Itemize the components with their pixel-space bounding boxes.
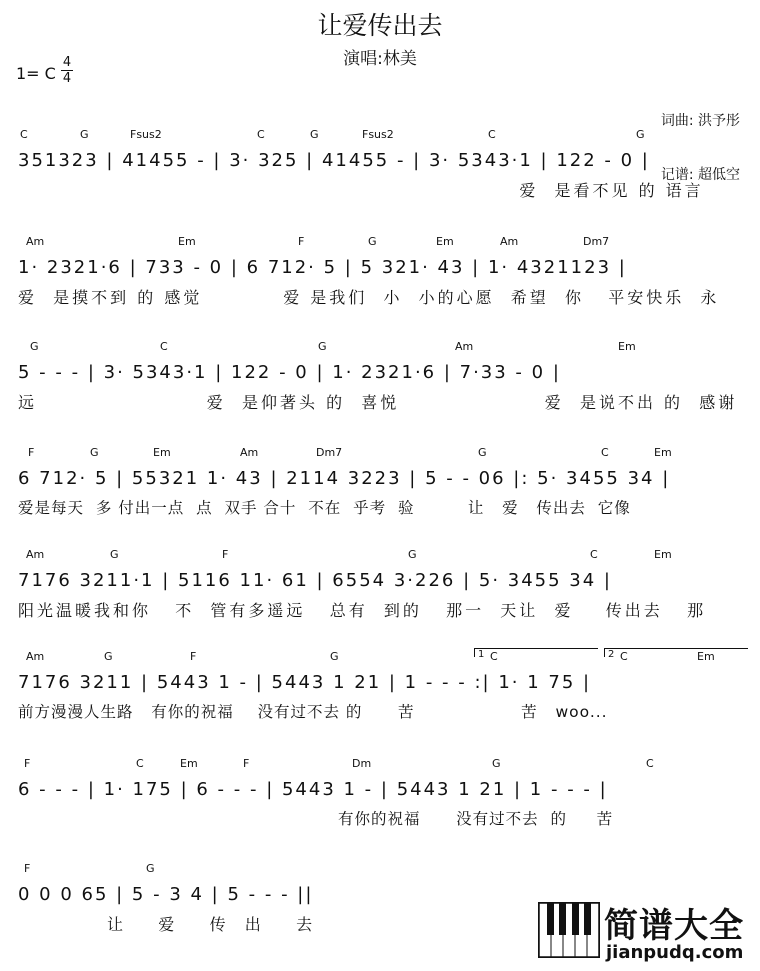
- chord-symbol: Am: [26, 650, 45, 663]
- time-sig-top: 4: [62, 55, 72, 70]
- lyric-line: 爱 是摸不到 的 感觉 爱 是我们 小 小的心愿 希望 你 平安快乐 永: [18, 288, 720, 307]
- chord-symbol: G: [90, 446, 99, 459]
- chord-symbol: Fsus2: [362, 128, 394, 141]
- time-sig-bottom: 4: [62, 71, 72, 86]
- chord-line: [0, 862, 760, 878]
- chord-symbol: G: [408, 548, 417, 561]
- chord-symbol: G: [478, 446, 487, 459]
- volta-1: 1: [474, 648, 598, 657]
- score-row: [0, 128, 760, 208]
- notation-line: 6 - - - | 1· 175 | 6 - - - | 5443 1 - | 5443 1 21 | 1 - - - |: [18, 779, 608, 800]
- lyric-line: 远 爱 是仰著头 的 喜悦 爱 是说不出 的 感谢: [18, 393, 738, 412]
- chord-symbol: F: [298, 235, 305, 248]
- chord-symbol: Dm7: [316, 446, 343, 459]
- chord-symbol: Em: [654, 446, 672, 459]
- chord-symbol: G: [318, 340, 327, 353]
- chord-line: [0, 340, 760, 356]
- chord-symbol: Am: [240, 446, 259, 459]
- chord-symbol: G: [30, 340, 39, 353]
- chord-line: [0, 757, 760, 773]
- lyric-line: 前方漫漫人生路 有你的祝福 没有过不去 的 苦 苦 woo...: [18, 703, 608, 721]
- chord-symbol: F: [24, 862, 31, 875]
- chord-symbol: G: [330, 650, 339, 663]
- score-row: [0, 650, 760, 730]
- chord-symbol: G: [492, 757, 501, 770]
- notation-line: 351323 | 41455 - | 3· 325 | 41455 - | 3· 5343·1 | 122 - 0 |: [18, 150, 650, 171]
- notation-line: 7176 3211·1 | 5116 11· 61 | 6554 3·226 | 5· 3455 34 |: [18, 570, 612, 591]
- chord-symbol: G: [104, 650, 113, 663]
- chord-symbol: Dm7: [583, 235, 610, 248]
- lyricist-composer: 词曲: 洪予彤: [660, 113, 740, 129]
- chord-symbol: Em: [178, 235, 196, 248]
- logo-brand: 简谱大全: [604, 906, 744, 946]
- chord-symbol: F: [222, 548, 229, 561]
- chord-line: [0, 548, 760, 564]
- transcriber: 记谱: 超低空: [660, 167, 740, 183]
- chord-symbol: Am: [500, 235, 519, 248]
- singer-line: 演唱:林美: [343, 49, 417, 69]
- chord-line: [0, 446, 760, 462]
- volta-2: 2: [604, 648, 748, 657]
- chord-symbol: F: [190, 650, 197, 663]
- logo-url: jianpudq.com: [606, 942, 744, 963]
- chord-symbol: C: [646, 757, 654, 770]
- piano-keys-icon: [538, 902, 600, 958]
- notation-line: 5 - - - | 3· 5343·1 | 122 - 0 | 1· 2321·6 | 7·33 - 0 |: [18, 362, 561, 383]
- chord-symbol: C: [490, 650, 498, 663]
- lyric-line: 让 爱 传 出 去: [18, 915, 316, 934]
- chord-line: [0, 128, 760, 144]
- chord-symbol: Em: [180, 757, 198, 770]
- chord-symbol: C: [20, 128, 28, 141]
- chord-symbol: F: [28, 446, 35, 459]
- chord-symbol: F: [24, 757, 31, 770]
- chord-symbol: Am: [26, 235, 45, 248]
- notation-line: 1· 2321·6 | 733 - 0 | 6 712· 5 | 5 321· 43 | 1· 4321123 |: [18, 257, 627, 278]
- notation-line: 0 0 0 65 | 5 - 3 4 | 5 - - - ||: [18, 884, 314, 905]
- score-row: [0, 446, 760, 526]
- chord-symbol: G: [636, 128, 645, 141]
- lyric-line: 爱是每天 多 付出一点 点 双手 合十 不在 乎考 验 让 爱 传出去 它像: [18, 499, 631, 517]
- chord-symbol: F: [243, 757, 250, 770]
- song-title: 让爱传出去: [317, 11, 443, 40]
- chord-symbol: G: [110, 548, 119, 561]
- chord-symbol: Fsus2: [130, 128, 162, 141]
- chord-symbol: Em: [436, 235, 454, 248]
- chord-symbol: Am: [26, 548, 45, 561]
- notation-line: 7176 3211 | 5443 1 - | 5443 1 21 | 1 - - - :| 1· 1 75 |: [18, 672, 592, 693]
- score-row: [0, 548, 760, 628]
- score-row: [0, 235, 760, 315]
- lyric-line: 阳光温暖我和你 不 管有多遥远 总有 到的 那一 天让 爱 传出去 那: [18, 601, 707, 620]
- chord-symbol: Em: [153, 446, 171, 459]
- chord-symbol: Em: [654, 548, 672, 561]
- chord-line: [0, 235, 760, 251]
- chord-symbol: G: [146, 862, 155, 875]
- chord-symbol: C: [620, 650, 628, 663]
- chord-symbol: Am: [455, 340, 474, 353]
- lyric-line: 爱 是看不见 的 语言: [18, 181, 704, 200]
- chord-symbol: G: [368, 235, 377, 248]
- site-logo: [538, 898, 760, 971]
- lyric-line: 有你的祝福 没有过不去 的 苦: [18, 810, 614, 828]
- chord-symbol: Em: [697, 650, 715, 663]
- chord-symbol: C: [136, 757, 144, 770]
- chord-symbol: G: [310, 128, 319, 141]
- chord-symbol: G: [80, 128, 89, 141]
- notation-line: 6 712· 5 | 55321 1· 43 | 2114 3223 | 5 - - 06 |: 5· 3455 34 |: [18, 468, 671, 489]
- chord-symbol: C: [590, 548, 598, 561]
- time-signature: [61, 56, 73, 85]
- chord-symbol: C: [160, 340, 168, 353]
- chord-symbol: Dm: [352, 757, 372, 770]
- chord-symbol: C: [488, 128, 496, 141]
- chord-symbol: C: [601, 446, 609, 459]
- chord-symbol: C: [257, 128, 265, 141]
- score-row: [0, 340, 760, 420]
- score-row: [0, 757, 760, 837]
- chord-symbol: Em: [618, 340, 636, 353]
- key-signature: 1= C: [16, 64, 56, 83]
